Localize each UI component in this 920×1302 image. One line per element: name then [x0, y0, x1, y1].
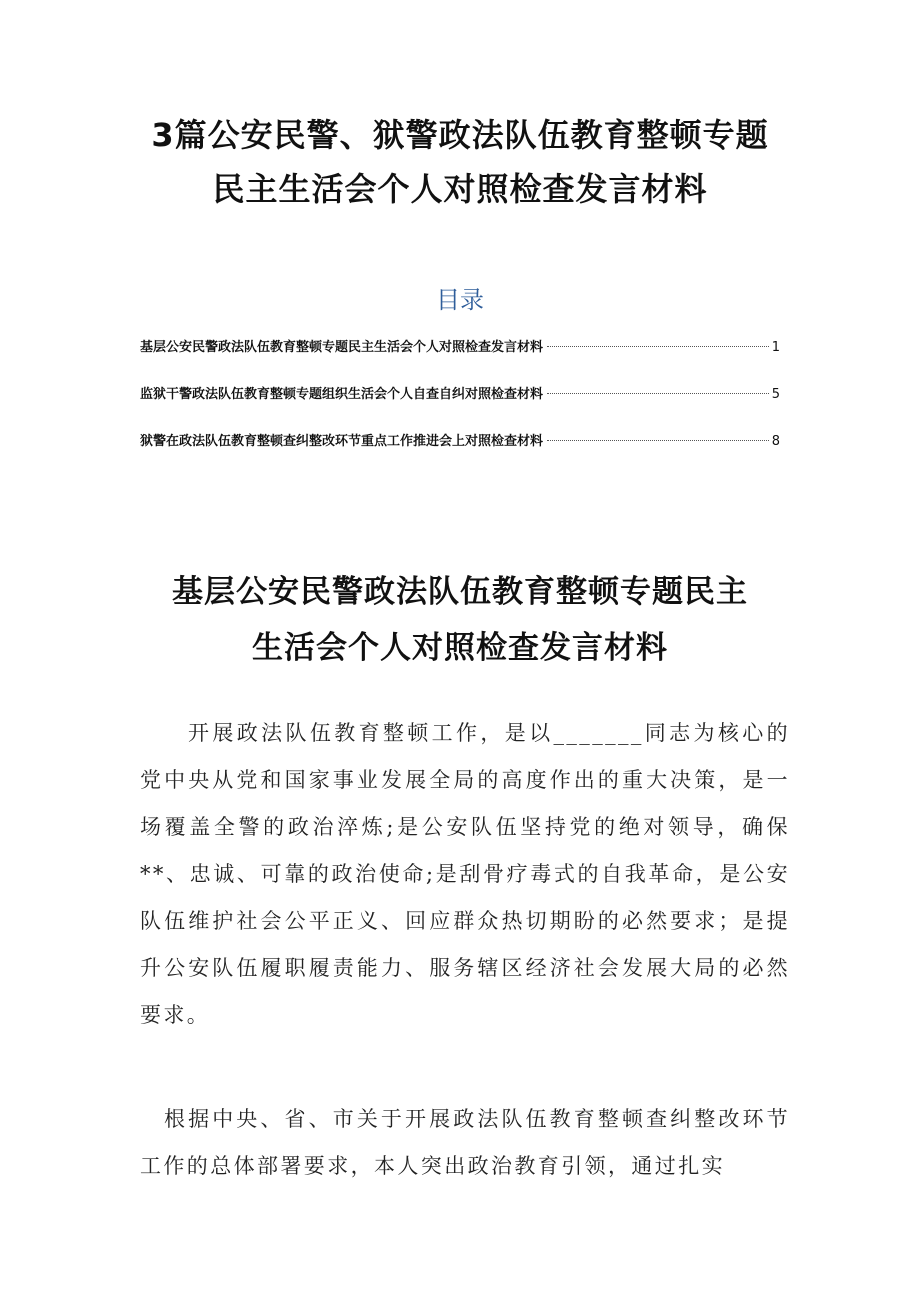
toc-dot-leader — [547, 393, 769, 394]
toc-page-number: 5 — [771, 387, 780, 402]
toc-entry-title: 监狱干警政法队伍教育整顿专题组织生活会个人自查自纠对照检查材料 — [140, 387, 544, 402]
document-title-line-1: 3篇公安民警、狱警政法队伍教育整顿专题 — [151, 116, 769, 154]
toc-entry-title: 基层公安民警政法队伍教育整顿专题民主生活会个人对照检查发言材料 — [140, 340, 544, 355]
section-title-line-2: 生活会个人对照检查发言材料 — [252, 630, 668, 666]
table-of-contents — [140, 334, 780, 475]
section-title — [0, 564, 920, 676]
toc-entry-title: 狱警在政法队伍教育整顿查纠整改环节重点工作推进会上对照检查材料 — [140, 434, 544, 449]
document-title-line-2: 民主生活会个人对照检查发言材料 — [212, 170, 708, 208]
document-title — [0, 108, 920, 216]
toc-page-number: 8 — [771, 434, 780, 449]
toc-entry-3[interactable] — [140, 428, 780, 475]
toc-dot-leader — [547, 346, 769, 347]
toc-entry-2[interactable] — [140, 381, 780, 428]
toc-entry-1[interactable] — [140, 334, 780, 381]
body-paragraph-1: 开展政法队伍教育整顿工作，是以_______同志为核心的党中央从党和国家事业发展全局的高度作出的重大决策，是一场覆盖全警的政治淬炼;是公安队伍坚持党的绝对领导，确保**、忠诚、可靠的政治使命;是刮骨疗毒式的自我革命，是公安队伍维护社会公平正义、回应群众热切期盼的必然要求；是提升公安队伍履职履责能力、服务辖区经济社会发展大局的必然要求。 — [140, 721, 790, 1027]
section-title-line-1: 基层公安民警政法队伍教育整顿专题民主 — [172, 574, 748, 610]
body-paragraph-2: 根据中央、省、市关于开展政法队伍教育整顿查纠整改环节工作的总体部署要求，本人突出政治教育引领，通过扎实 — [140, 1107, 790, 1178]
toc-dot-leader — [547, 440, 769, 441]
toc-heading: 目录 — [436, 286, 484, 314]
toc-page-number: 1 — [771, 340, 780, 355]
